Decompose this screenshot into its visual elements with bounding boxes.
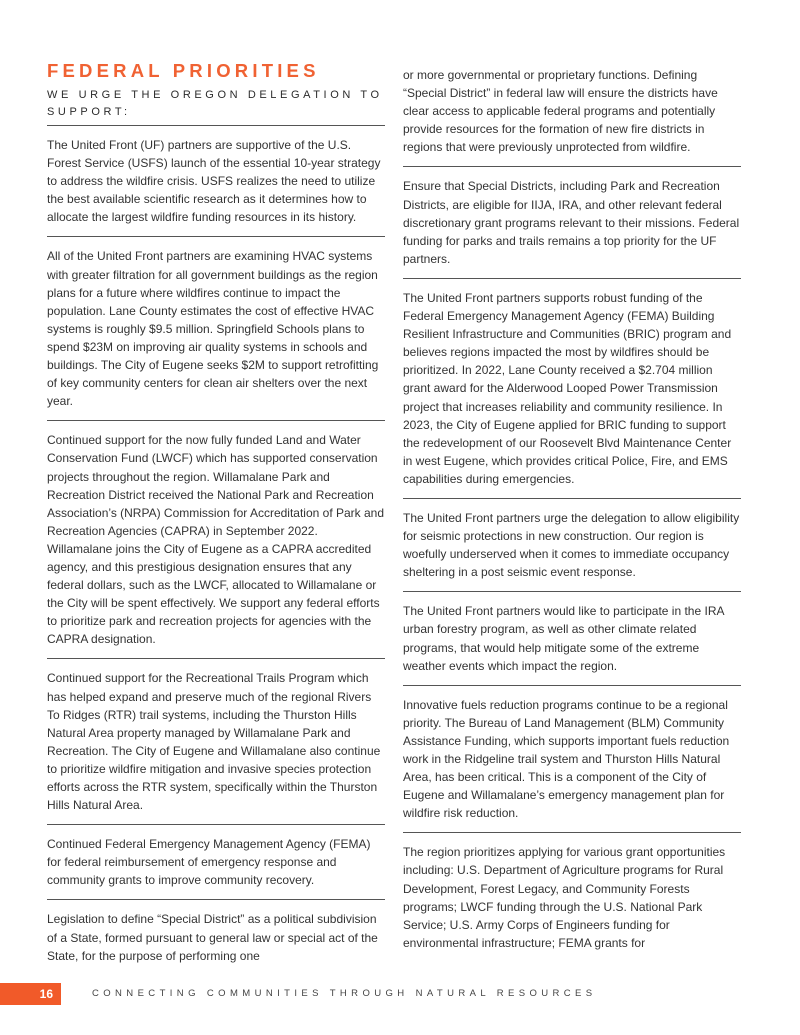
priority-paragraph: Continued support for the now fully funded Land and Water Conservation Fund (LWCF) which has supported conservation projects throughout the region. Willamalane Park and Recreation District received the National Park and Recreation Association’s (NRPA) Commission for Accreditation of Park and Recreation Agencies (CAPRA) in September 2022. Willamalane joins the City of Eugene as a CAPRA accredited agency, and this prestigious designation ensures that any federal dollars, such as the LWCF, allocated to Willamalane or the City will be spent effectively. We support any federal efforts to prioritize park and recreation projects for agencies with the CAPRA designation.: [47, 433, 385, 647]
priority-paragraph: Innovative fuels reduction programs continue to be a regional priority. The Bureau of Land Management (BLM) Community Assistance Funding, which supports important fuels reduction work in the Ridgeline trail system and Thurston Hills Natural Area, has been critical. This is a component of the City of Eugene and Willamalane’s emergency management plan for wildfire risk reduction.: [403, 697, 730, 821]
right-column: [403, 66, 741, 962]
page-title: FEDERAL PRIORITIES: [47, 60, 320, 81]
priority-paragraph: The United Front (UF) partners are supportive of the U.S. Forest Service (USFS) launch of the essential 10-year strategy to address the wildfire crisis. USFS realizes the need to utilize the best available scientific research as it determines how to allocate the largest wildfire funding resources in its history.: [47, 138, 381, 225]
priority-paragraph: Continued Federal Emergency Management Agency (FEMA) for federal reimbursement of emergency response and community grants to improve community recovery.: [47, 837, 371, 888]
priority-paragraph: The region prioritizes applying for various grant opportunities including: U.S. Department of Agriculture programs for Rural Development, Forest Legacy, and Community Forests programs; LWCF funding through the U.S. National Park Service; U.S. Army Corps of Engineers funding for environmental infrastructure; FEMA grants for: [403, 845, 726, 950]
priority-paragraph: All of the United Front partners are examining HVAC systems with greater filtration for all government buildings as the region plans for a future where wildfires continue to impact the population. Lane County estimates the cost of effective HVAC systems is roughly $9.5 million. Springfield Schools plans to spend $23M on improving air quality systems in schools and buildings. The City of Eugene seeks $2M to support retrofitting of key community centers for clean air shelters over the next year.: [47, 249, 379, 409]
priority-paragraph: The United Front partners would like to participate in the IRA urban forestry program, as well as other climate related programs, that would help mitigate some of the extreme weather events which impact the region.: [403, 604, 724, 673]
page-number-badge: [0, 983, 61, 1005]
page-number: 16: [39, 987, 53, 1001]
page-subtitle: WE URGE THE OREGON DELEGATION TO SUPPORT:: [47, 89, 383, 118]
priority-paragraph: Ensure that Special Districts, including Park and Recreation Districts, are eligible for IIJA, IRA, and other relevant federal discretionary grant programs relevant to their missions. Federal funding for parks and trails remains a top priority for the UF partners.: [403, 179, 740, 266]
priority-paragraph: The United Front partners urge the delegation to allow eligibility for seismic protections in new construction. Our region is woefully underserved when it comes to immediate occupancy sheltering in a post seismic event response.: [403, 510, 740, 580]
priority-paragraph: or more governmental or proprietary functions. Defining “Special District” in federal law will ensure the districts have clear access to applicable federal programs and potentially provide resources for the formation of new fire districts in regions that were previously unprotected from wildfire.: [403, 68, 718, 155]
priority-paragraph: Continued support for the Recreational Trails Program which has helped expand and preserve much of the regional Rivers To Ridges (RTR) trail systems, including the Thurston Hills Natural Area property managed by Willamalane Park and Recreation. The City of Eugene and Willamalane also continue to prioritize wildfire mitigation and invasive species protection efforts across the RTR system, specifically within the Thurston Hills Natural Area.: [47, 671, 381, 813]
priority-paragraph: Legislation to define “Special District” as a political subdivision of a State, formed pursuant to general law or special act of the State, for the purpose of performing one: [47, 912, 378, 963]
footer-tagline: CONNECTING COMMUNITIES THROUGH NATURAL RESOURCES: [92, 988, 597, 999]
priority-paragraph: The United Front partners supports robust funding of the Federal Emergency Management Agency (FEMA) Building Resilient Infrastructure and Communities (BRIC) program and believes regions impacted the most by wildfires should be prioritized. In 2022, Lane County received a $2.704 million grant award for the Alderwood Looped Power Transmission project that increases reliability and community resilience. In 2023, the City of Eugene applied for BRIC funding to support the redevelopment of our Roosevelt Blvd Maintenance Center in west Eugene, which provides critical Police, Fire, and EMS capabilities during emergencies.: [403, 290, 732, 486]
left-column: [47, 125, 385, 975]
